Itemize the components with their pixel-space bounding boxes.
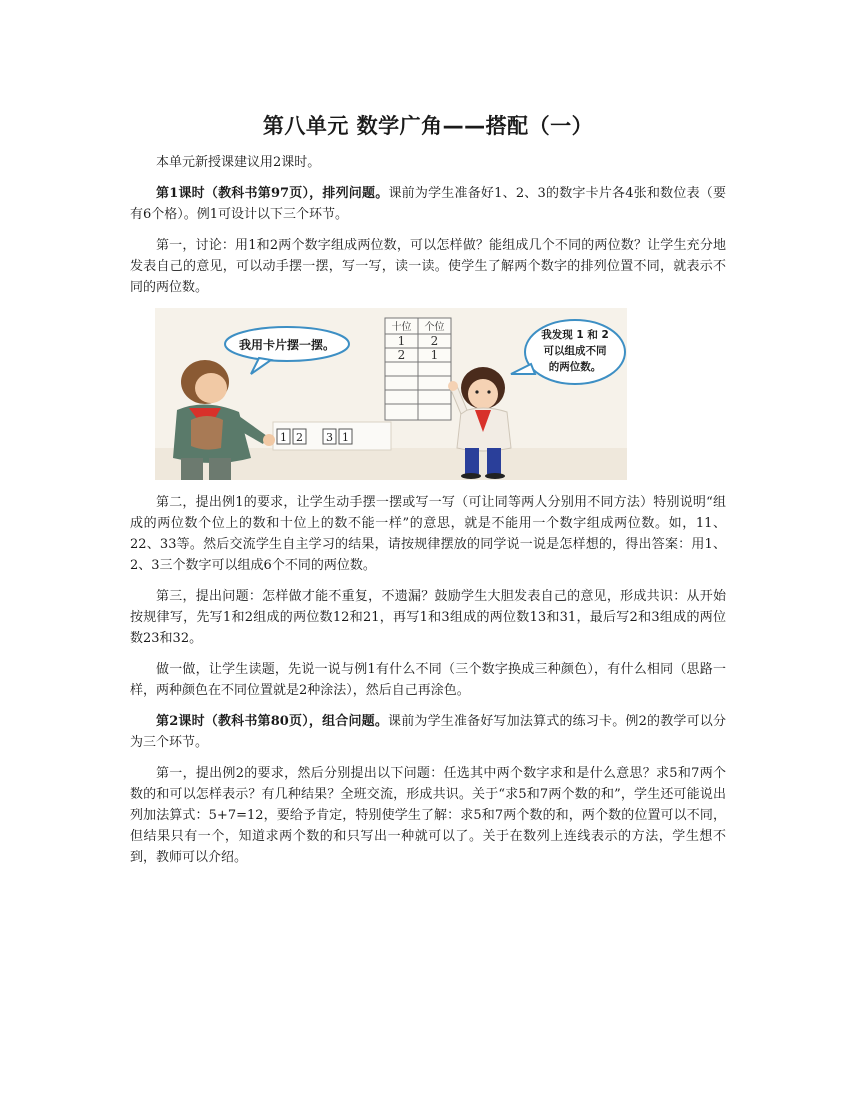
card-1: 1 xyxy=(280,431,287,444)
second-paragraph: 第二，提出例1的要求，让学生动手摆一摆或写一写（可让同等两人分别用不同方法）特别说明“组成的两位数个位上的数和十位上的数不能一样”的意思，就是不能用一个数字组成两位数。如，11、22、33等。然后交流学生自主学习的结果，请按规律摆放的同学说一说是怎样想的，得出答案：用1、2、3三个数字可以组成6个不同的两位数。 xyxy=(130,495,726,573)
example-illustration xyxy=(155,308,627,480)
card-4: 1 xyxy=(342,431,349,444)
lesson1-text: 课前为学生准备好1、2、3的数字卡片各4张和数位表（要有6个格）。例1可设计以下三个环节。 xyxy=(130,186,726,222)
lesson2-paragraph xyxy=(130,711,726,753)
table-cell-r2-ones: 1 xyxy=(430,348,439,362)
table-cell-r1-ones: 2 xyxy=(430,334,439,348)
girl-speech-line-3: 的两位数。 xyxy=(548,361,602,373)
lesson2-text: 课前为学生准备好写加法算式的练习卡。例2的教学可以分为三个环节。 xyxy=(130,714,726,750)
practice-paragraph: 做一做，让学生读题，先说一说与例1有什么不同（三个数字换成三种颜色），有什么相同（思路一样，两种颜色在不同位置就是2种涂法），然后自己再涂色。 xyxy=(130,662,726,698)
place-value-table xyxy=(385,318,451,420)
lesson1-heading: 第1课时（教科书第97页），排列问题。 xyxy=(156,186,389,201)
lesson2-first-paragraph: 第一，提出例2的要求，然后分别提出以下问题：任选其中两个数字求和是什么意思？求5和7两个数的和可以怎样表示？有几种结果？全班交流，形成共识。关于“求5和7两个数的和”，学生还可能说出列加法算式：5+7=12，要给予肯定，特别使学生了解：求5和7两个数的和，两个数的位置可以不同，但结果只有一个，知道求两个数的和只写出一种就可以了。关于在数列上连线表示的方法，学生想不到，教师可以介绍。 xyxy=(130,766,726,865)
table-cell-r1-tens: 1 xyxy=(397,334,406,348)
table-header-ones: 个位 xyxy=(424,322,445,333)
document-title: 第八单元 数学广角——搭配（一） xyxy=(262,114,594,138)
table-cell-r2-tens: 2 xyxy=(397,348,406,362)
document-page xyxy=(130,110,726,878)
girl-speech-line-1: 我发现 1 和 2 xyxy=(541,329,609,341)
card-2: 2 xyxy=(296,431,303,444)
discuss-paragraph: 第一，讨论：用1和2两个数字组成两位数，可以怎样做？能组成几个不同的两位数？让学生充分地发表自己的意见，可以动手摆一摆，写一写，读一读。使学生了解两个数字的排列位置不同，就表示不同的两位数。 xyxy=(130,238,726,295)
boy-speech-text: 我用卡片摆一摆。 xyxy=(238,338,336,352)
illustration-svg xyxy=(155,308,627,480)
table-header-tens: 十位 xyxy=(391,322,412,333)
third-paragraph: 第三，提出问题：怎样做才能不重复，不遗漏？鼓励学生大胆发表自己的意见，形成共识：从开始按规律写，先写1和2组成的两位数12和21，再写1和3组成的两位数13和31，最后写2和3组成的两位数23和32。 xyxy=(130,589,726,646)
card-3: 3 xyxy=(326,431,333,444)
intro-paragraph: 本单元新授课建议用2课时。 xyxy=(156,155,321,170)
lesson1-paragraph xyxy=(130,183,726,225)
lesson2-heading: 第2课时（教科书第80页），组合问题。 xyxy=(156,714,389,729)
girl-speech-line-2: 可以组成不同 xyxy=(543,345,607,357)
